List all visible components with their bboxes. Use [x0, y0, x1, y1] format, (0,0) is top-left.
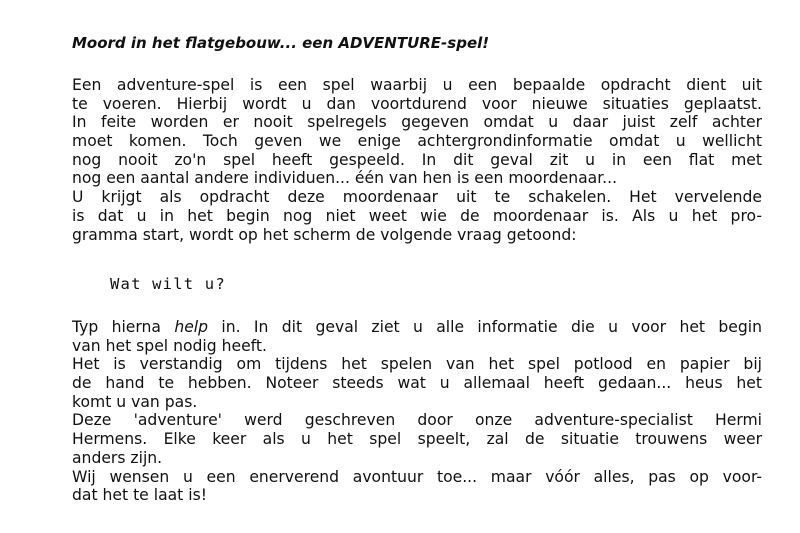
text-line: van het spel nodig heeft. — [72, 336, 267, 355]
text-line: Hermens. Elke keer als u het spel speelt, zal de situatie trouwens weer — [72, 430, 762, 449]
text-line: gramma start, wordt op het scherm de volgende vraag getoond: — [72, 225, 577, 244]
game-prompt: Wat wilt u? — [110, 275, 226, 293]
text-line: U krijgt als opdracht deze moordenaar uit te schakelen. Het vervelende — [72, 188, 762, 207]
text-line: te voeren. Hierbij wordt u dan voortdurend voor nieuwe situaties geplaatst. — [72, 94, 762, 113]
text-segment: Typ hierna — [72, 318, 175, 336]
text-line: moet komen. Toch geven we enige achtergrondinformatie omdat u wellicht — [72, 132, 762, 151]
text-line: Het is verstandig om tijdens het spelen van het spel potlood en papier bij — [72, 355, 762, 374]
text-line: nog een aantal andere individuen... één van hen is een moordenaar... — [72, 169, 618, 188]
intro-paragraph — [72, 76, 762, 244]
text-line: dat het te laat is! — [72, 486, 207, 505]
text-line: Wij wensen u een enerverend avontuur toe... maar vóór alles, pas op voor- — [72, 467, 762, 486]
text-line: Deze 'adventure' werd geschreven door onze adventure-specialist Hermi — [72, 411, 762, 430]
text-line: is dat u in het begin nog niet weet wie de moordenaar is. Als u het pro- — [72, 206, 762, 225]
text-segment: in. In dit geval ziet u alle informatie die u voor het begin — [208, 318, 762, 336]
text-line: nog nooit zo'n spel heeft gespeeld. In dit geval zit u in een flat met — [72, 150, 762, 169]
text-line: anders zijn. — [72, 448, 163, 467]
document-title: Moord in het flatgebouw... een ADVENTURE-spel! — [72, 34, 490, 52]
text-line: In feite worden er nooit spelregels gegeven omdat u daar juist zelf achter — [72, 113, 762, 132]
text-line: de hand te hebben. Noteer steeds wat u allemaal heeft gedaan... heus het — [72, 374, 762, 393]
instructions-paragraph — [72, 318, 762, 505]
help-command: help — [174, 318, 209, 336]
text-line-with-help — [72, 318, 762, 337]
text-line: Een adventure-spel is een spel waarbij u een bepaalde opdracht dient uit — [72, 76, 762, 94]
text-line: komt u van pas. — [72, 392, 198, 411]
